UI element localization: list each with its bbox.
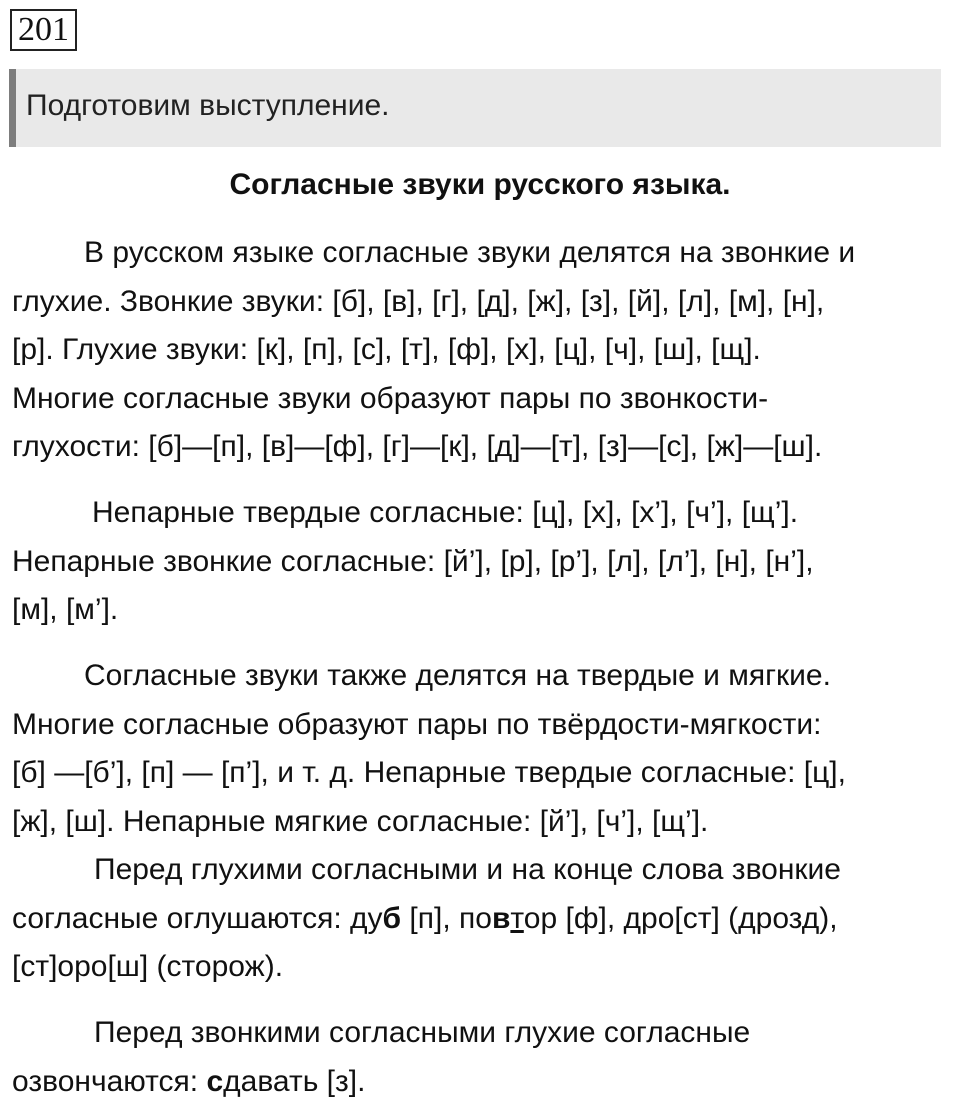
paragraph-line: [б] —[б’], [п] — [п’], и т. д. Непарные твердые согласные: [ц], (12, 756, 846, 789)
text-run: согласные оглушаются: ду (12, 901, 383, 935)
paragraph-1 (12, 229, 948, 472)
text-run: [п], по (401, 901, 492, 935)
paragraph-line: Непарные звонкие согласные: [й’], [р], [р’], [л], [л’], [н], [н’], (12, 544, 814, 578)
paragraph-line: глухости: [б]—[п], [в]—[ф], [г]—[к], [д]—[т], [з]—[с], [ж]—[ш]. (12, 430, 823, 463)
paragraph-line: [р]. Глухие звуки: [к], [п], [с], [т], [ф], [х], [ц], [ч], [ш], [щ]. (12, 333, 761, 366)
paragraph-line: глухие. Звонкие звуки: [б], [в], [г], [д], [ж], [з], [й], [л], [м], [н], (12, 284, 825, 318)
underlined-letter: д (223, 1064, 241, 1098)
highlighted-letter: б (382, 901, 402, 935)
highlighted-letter: с (206, 1064, 224, 1098)
task-box (9, 69, 941, 147)
paragraph-line: Перед звонкими согласными глухие согласные (94, 1016, 751, 1049)
paragraph-line: Перед глухими согласными и на конце слова звонкие (94, 853, 841, 886)
paragraph-line (12, 1058, 948, 1107)
paragraph-line: В русском языке согласные звуки делятся на звонкие и (84, 236, 856, 269)
paragraph-line: Непарные твердые согласные: [ц], [х], [х’], [ч’], [щ’]. (92, 496, 799, 529)
task-text: Подготовим выступление. (26, 89, 390, 122)
text-run: ор [ф], дро[ст] (дрозд), (523, 901, 838, 935)
paragraph-line: Согласные звуки также делятся на твердые и мягкие. (84, 659, 831, 692)
page-title: Согласные звуки русского языка. (229, 168, 731, 201)
paragraph-line (12, 895, 948, 944)
exercise-number: 201 (10, 9, 77, 51)
paragraph-3 (12, 652, 948, 846)
paragraph-line: [ж], [ш]. Непарные мягкие согласные: [й’], [ч’], [щ’]. (12, 804, 709, 838)
paragraph-line: Многие согласные образуют пары по твёрдости-мягкости: (12, 707, 822, 741)
highlighted-letter: в (491, 901, 511, 935)
paragraph-line: Многие согласные звуки образуют пары по звонкости- (12, 381, 769, 415)
paragraph-4 (12, 846, 948, 992)
paragraph-2 (12, 489, 948, 635)
text-run: озвончаются: (12, 1064, 207, 1098)
underlined-letter: т (510, 901, 524, 935)
text-run: авать [з]. (240, 1064, 366, 1098)
paragraph-line: [м], [м’]. (12, 593, 119, 626)
paragraph-line: [ст]оро[ш] (сторож). (12, 950, 284, 983)
paragraph-5 (12, 1009, 948, 1106)
